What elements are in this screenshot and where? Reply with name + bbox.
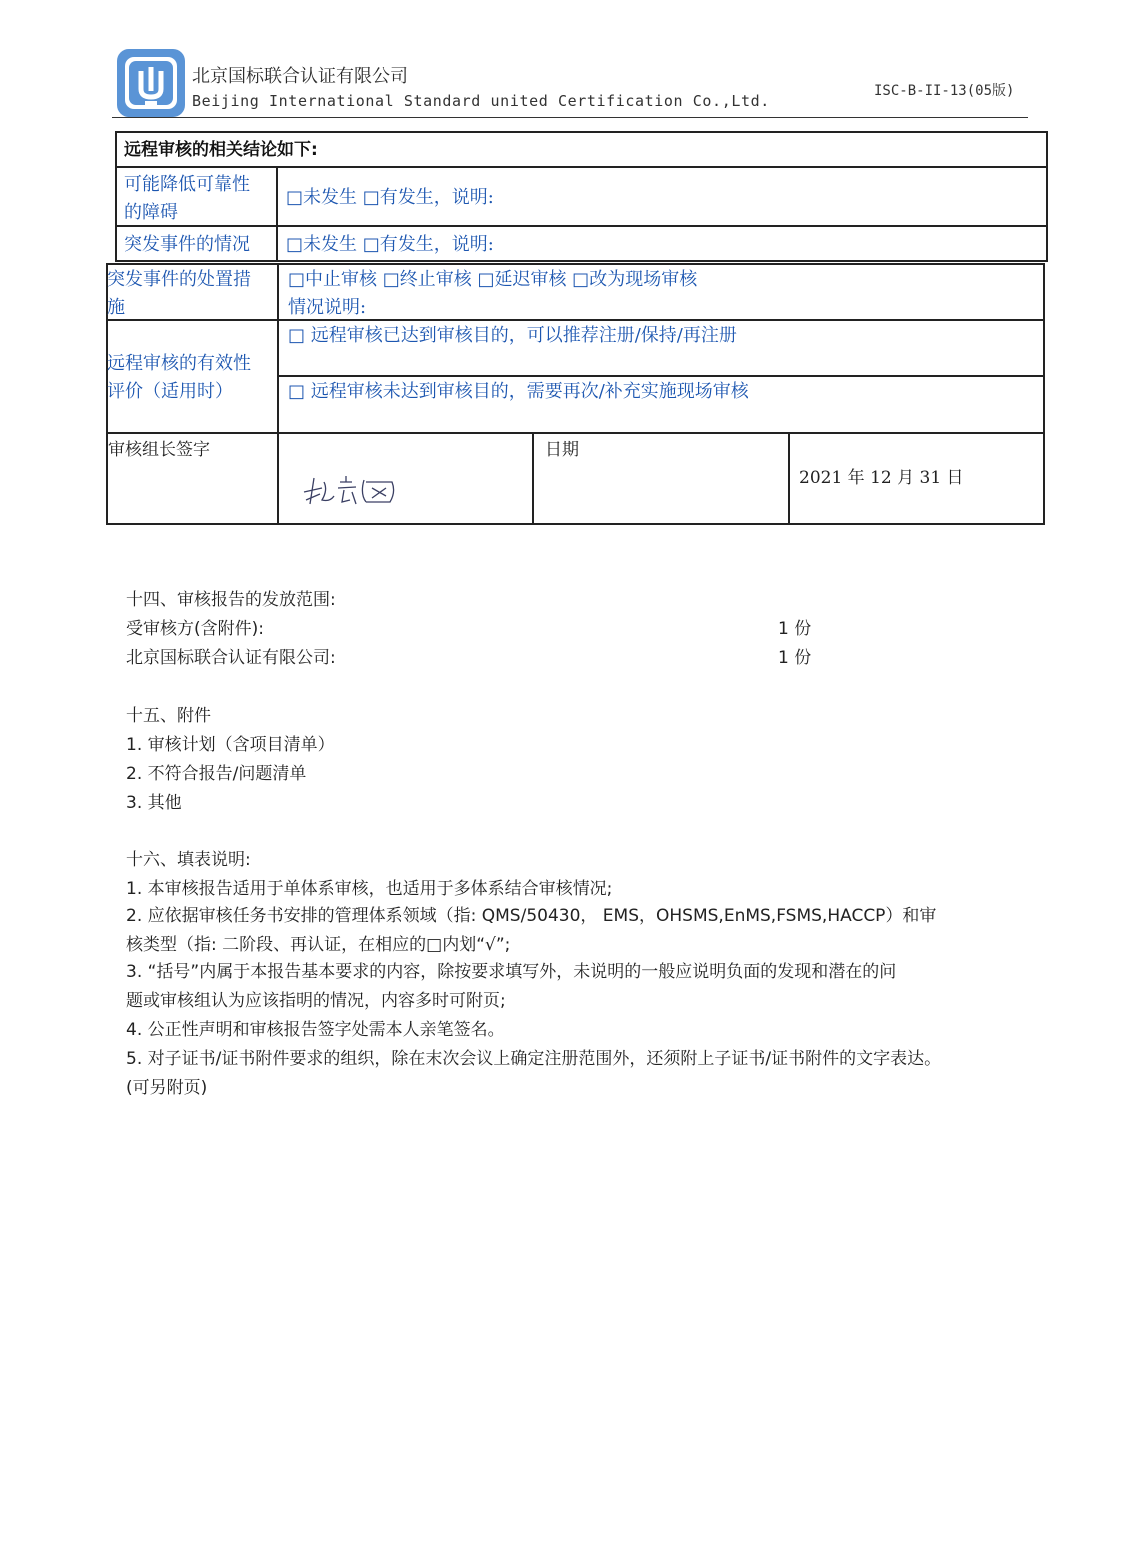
instruction-line: 5. 对子证书/证书附件要求的组织，除在末次会议上确定注册范围外，还须附上子证书/证书附件的文字表达。: [126, 1049, 942, 1069]
attachment-item: 1. 审核计划（含项目清单）: [126, 735, 335, 755]
table-title: 远程审核的相关结论如下:: [124, 140, 318, 160]
date-label: 日期: [545, 440, 579, 460]
instruction-line: 3. “括号”内属于本报告基本要求的内容，除按要求填写外，未说明的一般应说明负面的发现和潜在的问: [126, 962, 897, 982]
company-logo-icon: [115, 47, 187, 119]
instruction-line: 4. 公正性声明和审核报告签字处需本人亲笔签名。: [126, 1020, 505, 1040]
emergency-checkbox-options[interactable]: □未发生 □有发生，说明:: [286, 234, 494, 255]
company-name-en: Beijing International Standard united Certification Co.,Ltd.: [192, 92, 770, 110]
row-label-measures-l2: 施: [107, 297, 125, 318]
handwritten-signature: [300, 470, 410, 510]
instruction-line: 1. 本审核报告适用于单体系审核，也适用于多体系结合审核情况;: [126, 879, 613, 899]
measures-note-label: 情况说明:: [288, 297, 367, 318]
effectiveness-option-achieved[interactable]: □ 远程审核已达到审核目的，可以推荐注册/保持/再注册: [288, 325, 737, 346]
effectiveness-option-not-achieved[interactable]: □ 远程审核未达到审核目的，需要再次/补充实施现场审核: [288, 381, 749, 402]
date-value: 2021 年 12 月 31 日: [799, 468, 964, 488]
company-name-cn: 北京国标联合认证有限公司: [192, 66, 408, 87]
signature-label: 审核组长签字: [108, 440, 210, 460]
distribution-item-name: 受审核方(含附件):: [126, 619, 264, 639]
section-14-heading: 十四、审核报告的发放范围:: [126, 590, 336, 610]
distribution-item-name: 北京国标联合认证有限公司:: [126, 648, 336, 668]
document-code: ISC-B-II-13(05版): [874, 83, 1015, 99]
instruction-line: (可另附页): [126, 1078, 208, 1098]
section-16-heading: 十六、填表说明:: [126, 850, 251, 870]
instruction-line: 核类型（指: 二阶段、再认证，在相应的□内划“√”;: [126, 935, 511, 955]
obstacles-checkbox-options[interactable]: □未发生 □有发生，说明:: [286, 187, 494, 208]
attachment-item: 2. 不符合报告/问题清单: [126, 764, 307, 784]
row-label-effectiveness-l2: 评价（适用时）: [107, 381, 233, 402]
measures-checkbox-options[interactable]: □中止审核 □终止审核 □延迟审核 □改为现场审核: [288, 269, 698, 290]
row-label-obstacles-l1: 可能降低可靠性: [124, 174, 250, 195]
row-label-effectiveness-l1: 远程审核的有效性: [107, 353, 251, 374]
row-label-emergency: 突发事件的情况: [124, 234, 250, 255]
header-divider: [112, 117, 1028, 118]
row-label-measures-l1: 突发事件的处置措: [107, 269, 251, 290]
row-label-obstacles-l2: 的障碍: [124, 202, 178, 223]
attachment-item: 3. 其他: [126, 793, 182, 813]
instruction-line: 2. 应依据审核任务书安排的管理体系领域（指: QMS/50430， EMS，OHSMS,EnMS,FSMS,HACCP）和审: [126, 906, 937, 926]
distribution-item-qty: 1 份: [778, 619, 812, 639]
section-15-heading: 十五、附件: [126, 706, 211, 726]
instruction-line: 题或审核组认为应该指明的情况，内容多时可附页;: [126, 991, 506, 1011]
distribution-item-qty: 1 份: [778, 648, 812, 668]
